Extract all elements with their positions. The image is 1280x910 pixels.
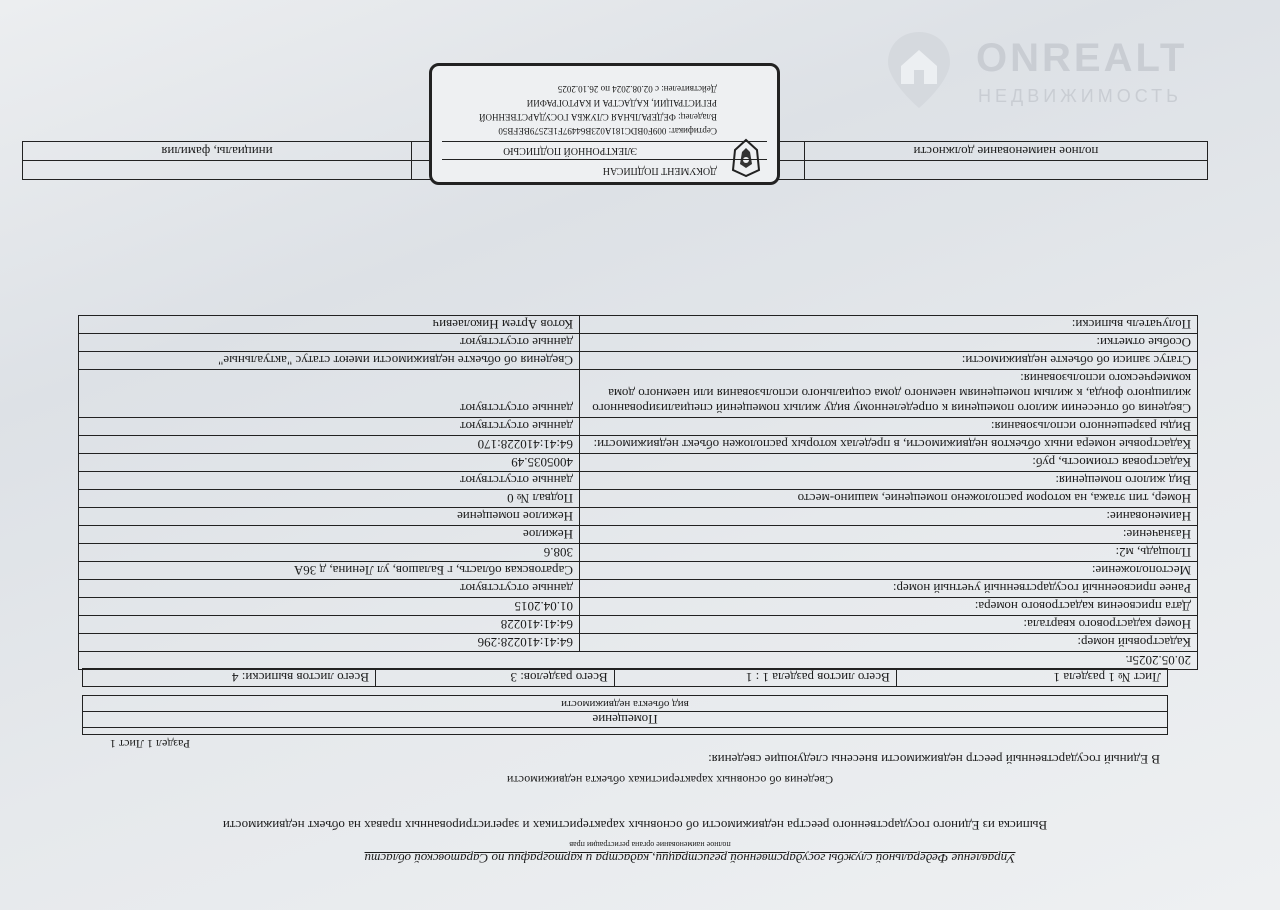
field-label: Кадастровая стоимость, руб:: [580, 454, 1198, 472]
watermark-brand: ONREALT: [976, 36, 1188, 80]
stamp-owner-1: Владелец: ФЕДЕРАЛЬНАЯ СЛУЖБА ГОСУДАРСТВЕННОЙ: [478, 112, 717, 122]
field-row: [79, 418, 1198, 436]
field-row: [79, 334, 1198, 352]
stamp-owner-2: РЕГИСТРАЦИИ, КАДАСТРА И КАРТОГРАФИИ: [526, 98, 717, 108]
field-label: Местоположение:: [580, 562, 1198, 580]
field-label: Ранее присвоенный государственный учетный номер:: [580, 580, 1198, 598]
authority-name: Управление Федеральной службы государственной регистрации, кадастра и картографии по Саратовской области: [364, 851, 1016, 866]
field-label: Вид жилого помещения:: [580, 472, 1198, 490]
name-caption: инициалы, фамилия: [23, 142, 412, 161]
field-row: [79, 490, 1198, 508]
field-value: Саратовская область, г Балашов, ул Ленина, д 36А: [79, 562, 580, 580]
section-ref: Раздел 1 Лист 1: [109, 737, 190, 751]
object-type-caption: вид объекта недвижимости: [561, 698, 689, 710]
field-value: данные отсутствуют: [79, 334, 580, 352]
field-value: Сведения об объекте недвижимости имеют статус "актуальные": [79, 352, 580, 370]
field-row: [79, 454, 1198, 472]
field-label: Номер, тип этажа, на котором расположено помещение, машино-место: [580, 490, 1198, 508]
field-value: Нежилое помещение: [79, 508, 580, 526]
field-value: 64:41:410228:296: [79, 634, 580, 652]
stamp-title: ДОКУМЕНТ ПОДПИСАН: [602, 165, 717, 176]
field-row: [79, 526, 1198, 544]
field-label: Статус записи об объекте недвижимости:: [580, 352, 1198, 370]
field-row: [79, 370, 1198, 418]
field-value: данные отсутствуют: [79, 418, 580, 436]
field-label: Дата присвоения кадастрового номера:: [580, 598, 1198, 616]
sheet-info-table: [82, 668, 1168, 687]
field-row: [79, 580, 1198, 598]
field-value: 64:41:410228: [79, 616, 580, 634]
field-label: Виды разрешенного использования:: [580, 418, 1198, 436]
field-row: [79, 598, 1198, 616]
extract-date: 20.05.2025г.: [79, 652, 1198, 670]
authority-caption: полное наименование органа регистрации прав: [569, 840, 731, 849]
field-value: 4005035.49: [79, 454, 580, 472]
field-value: 64:41:410228:170: [79, 436, 580, 454]
field-value: 308.6: [79, 544, 580, 562]
field-value: Нежилое: [79, 526, 580, 544]
object-type-table: [82, 695, 1168, 735]
field-row: [79, 352, 1198, 370]
sheets-total: Всего листов выписки: 4: [83, 669, 376, 687]
field-value: данные отсутствуют: [79, 370, 580, 418]
field-value: данные отсутствуют: [79, 580, 580, 598]
field-value: 01.04.2015: [79, 598, 580, 616]
field-label: Назначение:: [580, 526, 1198, 544]
field-row: [79, 562, 1198, 580]
object-type: Помещение: [592, 712, 658, 727]
watermark-tagline: НЕДВИЖИМОСТЬ: [978, 86, 1182, 106]
field-value: Котов Артем Николаевич: [79, 316, 580, 334]
stamp-certificate: Сертификат: 009F0BDC181A023B64497F1E2579BEFB50: [498, 126, 717, 136]
e-signature-stamp: [429, 63, 780, 185]
position-caption: полное наименование должности: [805, 142, 1208, 161]
field-value: данные отсутствуют: [79, 472, 580, 490]
section-title: Сведения об основных характеристиках объекта недвижимости: [506, 773, 834, 787]
field-label: Особые отметки:: [580, 334, 1198, 352]
watermark: [886, 30, 1256, 110]
stamp-subtitle: ЭЛЕКТРОННОЙ ПОДПИСЬЮ: [503, 145, 637, 156]
extract-title: Выписка из Единого государственного реестра недвижимости об основных характеристиках и зарегистрированных правах на объект недвижимости: [222, 818, 1048, 833]
sheet-number: Лист № 1 раздела 1: [896, 669, 1167, 687]
fields-table: [78, 315, 1198, 670]
field-label: Площадь, м2:: [580, 544, 1198, 562]
field-label: Наименование:: [580, 508, 1198, 526]
coat-of-arms-icon: [729, 138, 763, 178]
field-value: Подвал № 0: [79, 490, 580, 508]
field-row: [79, 544, 1198, 562]
field-label: Номер кадастрового квартала:: [580, 616, 1198, 634]
field-row: [79, 472, 1198, 490]
field-row: [79, 436, 1198, 454]
sheets-in-section: Всего листов раздела 1 : 1: [614, 669, 896, 687]
field-label: Кадастровый номер:: [580, 634, 1198, 652]
field-row: [79, 316, 1198, 334]
field-row: [79, 616, 1198, 634]
field-row: [79, 634, 1198, 652]
field-label: Получатель выписки:: [580, 316, 1198, 334]
stamp-validity: Действителен: с 02.08.2024 по 26.10.2025: [557, 84, 717, 94]
field-row: [79, 508, 1198, 526]
field-label: Кадастровые номера иных объектов недвижимости, в пределах которых расположен объект недвижимости:: [580, 436, 1198, 454]
intro-text: В Единый государственный реестр недвижимости внесены следующие сведения:: [708, 752, 1160, 767]
house-pin-icon: [886, 30, 952, 110]
sections-total: Всего разделов: 3: [375, 669, 614, 687]
field-label: Сведения об отнесении жилого помещения к определенному виду жилых помещений специализированного жилищного фонда, к жилым помещениям наемного дома социального использования или наемного дома коммерческого использования:: [580, 370, 1198, 418]
